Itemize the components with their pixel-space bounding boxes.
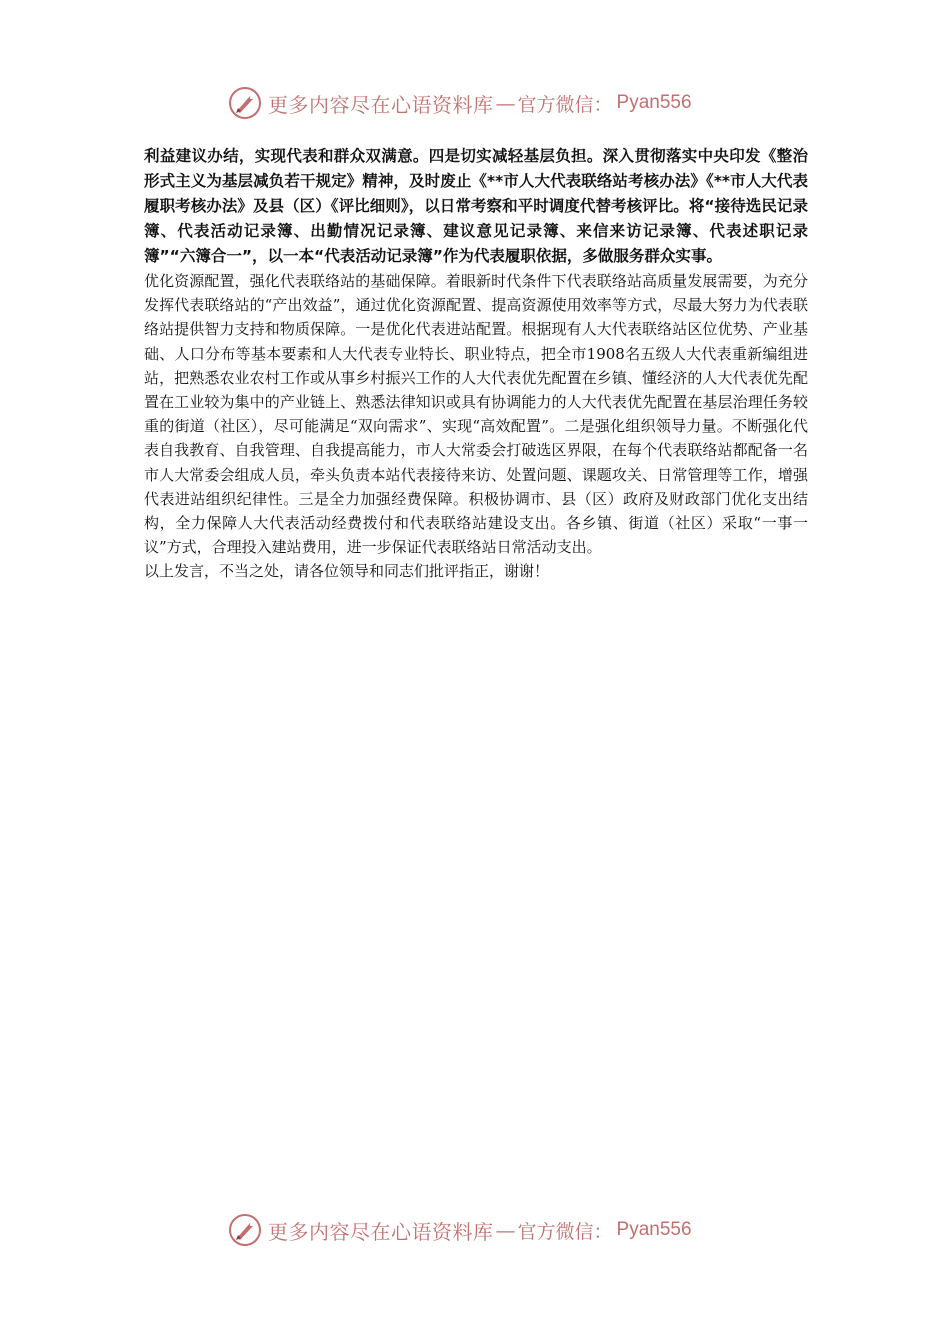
header-watermark	[228, 83, 748, 123]
watermark-sub-text: 官方微信：	[517, 93, 613, 116]
watermark-dash: —	[495, 91, 516, 115]
footer-watermark	[228, 1210, 748, 1250]
pen-nib-logo-icon	[228, 86, 262, 120]
document-body	[144, 144, 808, 584]
paragraph-2: 优化资源配置，强化代表联络站的基础保障。着眼新时代条件下代表联络站高质量发展需要，为充分发挥代表联络站的“产出效益”，通过优化资源配置、提高资源使用效率等方式，尽最大努力为代表联络站提供智力支持和物质保障。一是优化代表进站配置。根据现有人大代表联络站区位优势、产业基础、人口分布等基本要素和人大代表专业特长、职业特点，把全市1908名五级人大代表重新编组进站，把熟悉农业农村工作或从事乡村振兴工作的人大代表优先配置在乡镇、懂经济的人大代表优先配置在工业较为集中的产业链上、熟悉法律知识或具有协调能力的人大代表优先配置在基层治理任务较重的街道（社区），尽可能满足“双向需求”、实现“高效配置”。二是强化组织领导力量。不断强化代表自我教育、自我管理、自我提高能力，市人大常委会打破选区界限，在每个代表联络站都配备一名市人大常委会组成人员，牵头负责本站代表接待来访、处置问题、课题攻关、日常管理等工作，增强代表进站组织纪律性。三是全力加强经费保障。积极协调市、县（区）政府及财政部门优化支出结构，全力保障人大代表活动经费拨付和代表联络站建设支出。各乡镇、街道（社区）采取“一事一议”方式，合理投入建站费用，进一步保证代表联络站日常活动支出。	[144, 272, 808, 557]
watermark-main-text: 更多内容尽在心语资料库	[268, 92, 494, 117]
watermark-wechat-id: Pyan556	[616, 92, 692, 113]
paragraph-3: 以上发言，不当之处，请各位领导和同志们批评指正，谢谢！	[144, 562, 550, 581]
watermark-wechat-id: Pyan556	[616, 1219, 692, 1240]
pen-nib-logo-icon	[228, 1213, 262, 1247]
watermark-dash: —	[495, 1218, 516, 1242]
paragraph-1: 利益建议办结，实现代表和群众双满意。四是切实减轻基层负担。深入贯彻落实中央印发《整治形式主义为基层减负若干规定》精神，及时废止《**市人大代表联络站考核办法》《**市人大代表履职考核办法》及县（区）《评比细则》，以日常考察和平时调度代替考核评比。将“接待选民记录簿、代表活动记录簿、出勤情况记录簿、建议意见记录簿、来信来访记录簿、代表述职记录簿”“六簿合一”，以一本“代表活动记录簿”作为代表履职依据，多做服务群众实事。	[144, 147, 808, 265]
watermark-main-text: 更多内容尽在心语资料库	[268, 1219, 494, 1244]
watermark-sub-text: 官方微信：	[517, 1220, 613, 1243]
